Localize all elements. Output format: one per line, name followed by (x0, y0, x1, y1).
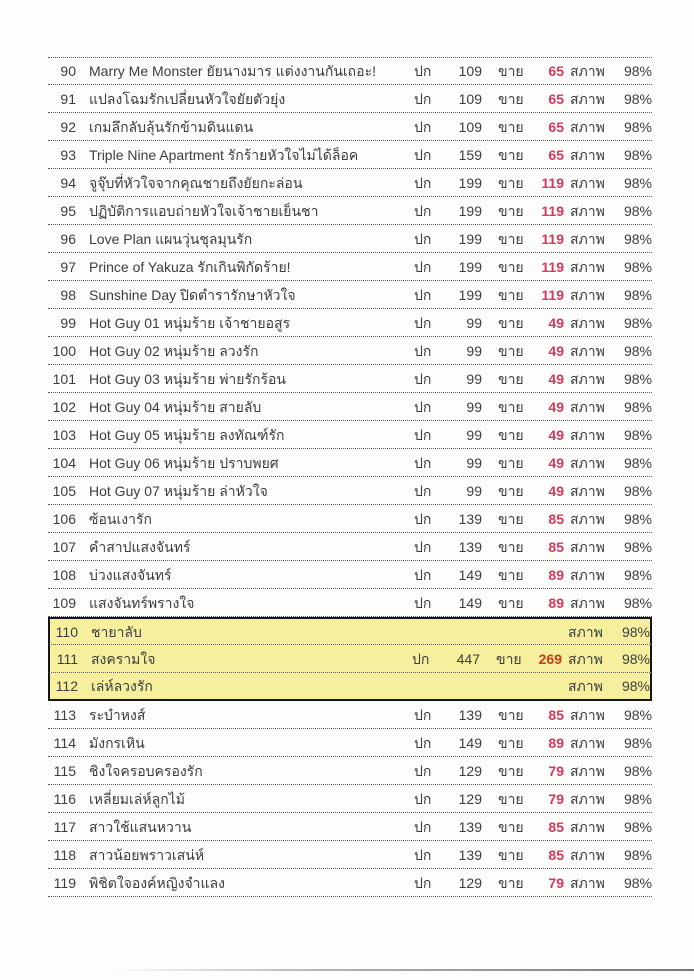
cover-price-label: ปก (414, 146, 432, 163)
book-title: สาวน้อยพราวเสน่ห์ (89, 846, 205, 863)
sale-price-value: 119 (541, 286, 564, 303)
sale-price-value: 49 (548, 314, 564, 331)
condition-value: 98% (623, 202, 652, 219)
table-row (48, 225, 652, 253)
table-row (48, 309, 652, 337)
condition-label: สภาพ (570, 258, 605, 275)
cover-price-value: 447 (456, 650, 480, 667)
row-number: 106 (52, 510, 76, 527)
cover-price-label: ปก (414, 566, 432, 583)
condition-label: สภาพ (568, 623, 603, 640)
row-number: 103 (52, 426, 76, 443)
sale-price-value: 49 (548, 370, 564, 387)
condition-label: สภาพ (568, 650, 603, 667)
sale-price-label: ขาย (498, 118, 524, 135)
cover-price-label: ปก (414, 818, 432, 835)
row-number: 119 (53, 874, 76, 891)
cover-price-value: 139 (458, 510, 482, 527)
row-number: 107 (52, 538, 76, 555)
condition-value: 98% (623, 482, 652, 499)
sale-price-label: ขาย (498, 146, 524, 163)
sale-price-label: ขาย (498, 342, 524, 359)
row-number: 97 (60, 258, 76, 275)
book-title: สงครามใจ (91, 650, 156, 667)
condition-value: 98% (623, 818, 652, 835)
condition-label: สภาพ (570, 426, 605, 443)
table-row (48, 841, 652, 869)
sale-price-label: ขาย (498, 790, 524, 807)
sale-price-value: 49 (548, 342, 564, 359)
sale-price-label: ขาย (498, 426, 524, 443)
cover-price-label: ปก (414, 342, 432, 359)
book-title: Triple Nine Apartment รักร้ายหัวใจไม่ได้ล็อค (89, 146, 359, 163)
sale-price-label: ขาย (498, 706, 524, 723)
table-row (48, 85, 652, 113)
sale-price-value: 65 (548, 146, 564, 163)
cover-price-label: ปก (414, 538, 432, 555)
table-row (48, 729, 652, 757)
condition-label: สภาพ (570, 790, 605, 807)
condition-value: 98% (623, 426, 652, 443)
row-number: 117 (53, 818, 76, 835)
table-row (48, 533, 652, 561)
table-row (48, 253, 652, 281)
sale-price-value: 269 (538, 650, 562, 667)
table-row (48, 169, 652, 197)
cover-price-value: 129 (458, 790, 482, 807)
condition-value: 98% (623, 706, 652, 723)
cover-price-label: ปก (414, 370, 432, 387)
book-title: Love Plan แผนวุ่นชุลมุนรัก (89, 230, 253, 247)
condition-value: 98% (623, 510, 652, 527)
condition-value: 98% (623, 594, 652, 611)
cover-price-label: ปก (412, 650, 430, 667)
row-number: 112 (55, 678, 78, 694)
cover-price-label: ปก (414, 454, 432, 471)
condition-label: สภาพ (570, 846, 605, 863)
cover-price-value: 199 (458, 230, 482, 247)
table-row (48, 365, 652, 393)
sale-price-label: ขาย (498, 734, 524, 751)
condition-label: สภาพ (570, 818, 605, 835)
condition-label: สภาพ (568, 678, 603, 694)
sale-price-label: ขาย (498, 454, 524, 471)
cover-price-value: 109 (458, 90, 482, 107)
cover-price-label: ปก (414, 118, 432, 135)
table-row (48, 57, 652, 85)
sale-price-label: ขาย (498, 90, 524, 107)
cover-price-label: ปก (414, 258, 432, 275)
condition-label: สภาพ (570, 762, 605, 779)
sale-price-value: 79 (548, 762, 564, 779)
book-title: Hot Guy 03 หนุ่มร้าย พ่ายรักร้อน (89, 370, 286, 387)
condition-label: สภาพ (570, 286, 605, 303)
book-title: Hot Guy 07 หนุ่มร้าย ล่าหัวใจ (89, 482, 268, 499)
cover-price-value: 149 (458, 734, 482, 751)
book-title: พิชิตใจองค์หญิงจำแลง (89, 874, 225, 891)
book-title: แปลงโฉมรักเปลี่ยนหัวใจยัยตัวยุ่ง (89, 90, 286, 107)
cover-price-label: ปก (414, 510, 432, 527)
table-row (48, 449, 652, 477)
table-row (48, 589, 652, 617)
book-title: Sunshine Day ปิดตำรารักษาหัวใจ (89, 286, 296, 303)
cover-price-value: 99 (466, 342, 482, 359)
condition-value: 98% (621, 678, 650, 694)
book-title: ชิงใจครอบครองรัก (89, 762, 203, 779)
cover-price-value: 109 (458, 118, 482, 135)
sale-price-value: 119 (541, 174, 564, 191)
cover-price-value: 139 (458, 818, 482, 835)
cover-price-value: 159 (458, 146, 482, 163)
condition-label: สภาพ (570, 370, 605, 387)
cover-price-value: 139 (458, 706, 482, 723)
sale-price-label: ขาย (498, 370, 524, 387)
condition-value: 98% (623, 286, 652, 303)
condition-label: สภาพ (570, 342, 605, 359)
sale-price-value: 89 (548, 566, 564, 583)
condition-label: สภาพ (570, 510, 605, 527)
condition-value: 98% (623, 538, 652, 555)
sale-price-label: ขาย (498, 230, 524, 247)
row-number: 101 (52, 370, 76, 387)
cover-price-value: 199 (458, 286, 482, 303)
table-row (48, 813, 652, 841)
cover-price-value: 99 (466, 426, 482, 443)
sale-price-value: 119 (541, 258, 564, 275)
book-title: ชายาลับ (91, 623, 142, 640)
condition-value: 98% (623, 118, 652, 135)
sale-price-label: ขาย (498, 594, 524, 611)
sale-price-value: 85 (548, 538, 564, 555)
condition-value: 98% (623, 90, 652, 107)
row-number: 92 (60, 118, 76, 135)
sale-price-value: 79 (548, 790, 564, 807)
row-number: 90 (60, 63, 76, 79)
row-number: 104 (52, 454, 76, 471)
cover-price-label: ปก (414, 790, 432, 807)
sale-price-value: 119 (541, 230, 564, 247)
book-title: แสงจันทร์พรางใจ (89, 594, 195, 611)
table-row (48, 281, 652, 309)
sale-price-value: 119 (541, 202, 564, 219)
table-row (48, 785, 652, 813)
cover-price-value: 149 (458, 594, 482, 611)
cover-price-label: ปก (414, 63, 432, 79)
cover-price-label: ปก (414, 202, 432, 219)
condition-label: สภาพ (570, 874, 605, 891)
cover-price-label: ปก (414, 762, 432, 779)
book-title: Hot Guy 02 หนุ่มร้าย ลวงรัก (89, 342, 259, 359)
row-number: 91 (60, 90, 76, 107)
cover-price-label: ปก (414, 230, 432, 247)
table-row (48, 113, 652, 141)
sale-price-label: ขาย (498, 538, 524, 555)
sale-price-value: 85 (548, 818, 564, 835)
book-title: Hot Guy 06 หนุ่มร้าย ปราบพยศ (89, 454, 279, 471)
sale-price-value: 49 (548, 398, 564, 415)
row-number: 99 (60, 314, 76, 331)
condition-value: 98% (623, 398, 652, 415)
condition-label: สภาพ (570, 174, 605, 191)
condition-value: 98% (623, 846, 652, 863)
condition-value: 98% (623, 790, 652, 807)
cover-price-label: ปก (414, 90, 432, 107)
cover-price-label: ปก (414, 594, 432, 611)
sale-price-value: 65 (548, 63, 564, 79)
book-title: Hot Guy 01 หนุ่มร้าย เจ้าชายอสูร (89, 314, 291, 331)
table-row (48, 645, 652, 673)
condition-value: 98% (623, 454, 652, 471)
cover-price-label: ปก (414, 482, 432, 499)
cover-price-label: ปก (414, 874, 432, 891)
sale-price-label: ขาย (498, 874, 524, 891)
condition-label: สภาพ (570, 230, 605, 247)
book-title: เกมลึกลับลุ้นรักข้ามดินแดน (89, 118, 254, 135)
book-title: เล่ห์ลวงรัก (91, 678, 153, 694)
book-title: ปฏิบัติการแอบถ่ายหัวใจเจ้าชายเย็นชา (89, 202, 319, 219)
cover-price-label: ปก (414, 734, 432, 751)
table-row (48, 197, 652, 225)
cover-price-value: 99 (466, 398, 482, 415)
book-title: คำสาปแสงจันทร์ (89, 538, 191, 555)
cover-price-label: ปก (414, 398, 432, 415)
condition-label: สภาพ (570, 314, 605, 331)
row-number: 98 (60, 286, 76, 303)
table-row (48, 757, 652, 785)
cover-price-value: 199 (458, 174, 482, 191)
book-title: ซ้อนเงารัก (89, 510, 152, 527)
row-number: 110 (55, 623, 78, 640)
condition-label: สภาพ (570, 538, 605, 555)
table-row (48, 673, 652, 701)
sale-price-label: ขาย (498, 510, 524, 527)
cover-price-value: 149 (458, 566, 482, 583)
table-row (48, 617, 652, 645)
book-title: มังกรเหิน (89, 734, 145, 751)
condition-label: สภาพ (570, 454, 605, 471)
book-title: เหลี่ยมเล่ห์ลูกไม้ (89, 790, 185, 807)
sale-price-label: ขาย (498, 818, 524, 835)
condition-label: สภาพ (570, 202, 605, 219)
condition-value: 98% (621, 650, 650, 667)
table-row (48, 337, 652, 365)
table-row (48, 701, 652, 729)
book-title: ระบำหงส์ (89, 706, 146, 723)
condition-value: 98% (621, 623, 650, 640)
condition-value: 98% (623, 314, 652, 331)
cover-price-value: 199 (458, 258, 482, 275)
sale-price-value: 85 (548, 706, 564, 723)
condition-value: 98% (623, 146, 652, 163)
book-title: Hot Guy 04 หนุ่มร้าย สายลับ (89, 398, 262, 415)
row-number: 115 (53, 762, 76, 779)
row-number: 114 (53, 734, 76, 751)
table-row (48, 505, 652, 533)
sale-price-value: 89 (548, 594, 564, 611)
cover-price-value: 129 (458, 874, 482, 891)
condition-value: 98% (623, 762, 652, 779)
condition-label: สภาพ (570, 90, 605, 107)
cover-price-value: 99 (466, 314, 482, 331)
sale-price-label: ขาย (498, 482, 524, 499)
price-list-table (48, 57, 652, 897)
row-number: 102 (52, 398, 76, 415)
condition-value: 98% (623, 342, 652, 359)
row-number: 109 (52, 594, 76, 611)
condition-label: สภาพ (570, 706, 605, 723)
sale-price-label: ขาย (498, 286, 524, 303)
cover-price-label: ปก (414, 286, 432, 303)
book-title: Marry Me Monster ยัยนางมาร แต่งงานกันเถอะ! (89, 63, 376, 79)
condition-label: สภาพ (570, 482, 605, 499)
condition-label: สภาพ (570, 566, 605, 583)
sale-price-value: 65 (548, 90, 564, 107)
condition-label: สภาพ (570, 146, 605, 163)
sale-price-label: ขาย (498, 174, 524, 191)
cover-price-value: 99 (466, 454, 482, 471)
sale-price-value: 79 (548, 874, 564, 891)
cover-price-value: 109 (458, 63, 482, 79)
condition-value: 98% (623, 230, 652, 247)
book-title: Prince of Yakuza รักเกินพิกัดร้าย! (89, 258, 291, 275)
book-title: สาวใช้แสนหวาน (89, 818, 192, 835)
table-row (48, 561, 652, 589)
sale-price-label: ขาย (498, 846, 524, 863)
row-number: 93 (60, 146, 76, 163)
sale-price-value: 49 (548, 482, 564, 499)
sale-price-label: ขาย (498, 566, 524, 583)
cover-price-value: 139 (458, 538, 482, 555)
sale-price-value: 49 (548, 426, 564, 443)
sale-price-label: ขาย (498, 258, 524, 275)
condition-label: สภาพ (570, 398, 605, 415)
row-number: 118 (53, 846, 76, 863)
condition-value: 98% (623, 370, 652, 387)
condition-label: สภาพ (570, 118, 605, 135)
condition-value: 98% (623, 174, 652, 191)
condition-value: 98% (623, 734, 652, 751)
sale-price-value: 65 (548, 118, 564, 135)
sale-price-label: ขาย (498, 762, 524, 779)
cover-price-label: ปก (414, 846, 432, 863)
table-row (48, 477, 652, 505)
sale-price-value: 89 (548, 734, 564, 751)
cover-price-label: ปก (414, 426, 432, 443)
sale-price-value: 49 (548, 454, 564, 471)
sale-price-value: 85 (548, 510, 564, 527)
row-number: 113 (53, 706, 76, 723)
cover-price-label: ปก (414, 706, 432, 723)
table-row (48, 869, 652, 897)
sale-price-label: ขาย (498, 63, 524, 79)
row-number: 111 (56, 650, 78, 667)
condition-value: 98% (623, 63, 652, 79)
cover-price-label: ปก (414, 314, 432, 331)
condition-label: สภาพ (570, 734, 605, 751)
cover-price-label: ปก (414, 174, 432, 191)
sale-price-label: ขาย (498, 314, 524, 331)
cover-price-value: 199 (458, 202, 482, 219)
condition-value: 98% (623, 258, 652, 275)
row-number: 108 (52, 566, 76, 583)
cover-price-value: 99 (466, 370, 482, 387)
book-title: Hot Guy 05 หนุ่มร้าย ลงทัณฑ์รัก (89, 426, 285, 443)
sale-price-label: ขาย (496, 650, 522, 667)
row-number: 100 (52, 342, 76, 359)
condition-label: สภาพ (570, 594, 605, 611)
scan-edge-shadow (112, 969, 694, 971)
table-row (48, 421, 652, 449)
sale-price-value: 85 (548, 846, 564, 863)
cover-price-value: 129 (458, 762, 482, 779)
table-row (48, 141, 652, 169)
table-row (48, 393, 652, 421)
sale-price-label: ขาย (498, 398, 524, 415)
condition-label: สภาพ (570, 63, 605, 79)
row-number: 105 (52, 482, 76, 499)
book-title: จูจุ๊บที่หัวใจจากคุณชายถึงยัยกะล่อน (89, 174, 303, 191)
book-title: บ่วงแสงจันทร์ (89, 566, 172, 583)
row-number: 95 (60, 202, 76, 219)
row-number: 94 (60, 174, 76, 191)
condition-value: 98% (623, 874, 652, 891)
cover-price-value: 139 (458, 846, 482, 863)
row-number: 96 (60, 230, 76, 247)
row-number: 116 (53, 790, 76, 807)
sale-price-label: ขาย (498, 202, 524, 219)
condition-value: 98% (623, 566, 652, 583)
cover-price-value: 99 (466, 482, 482, 499)
